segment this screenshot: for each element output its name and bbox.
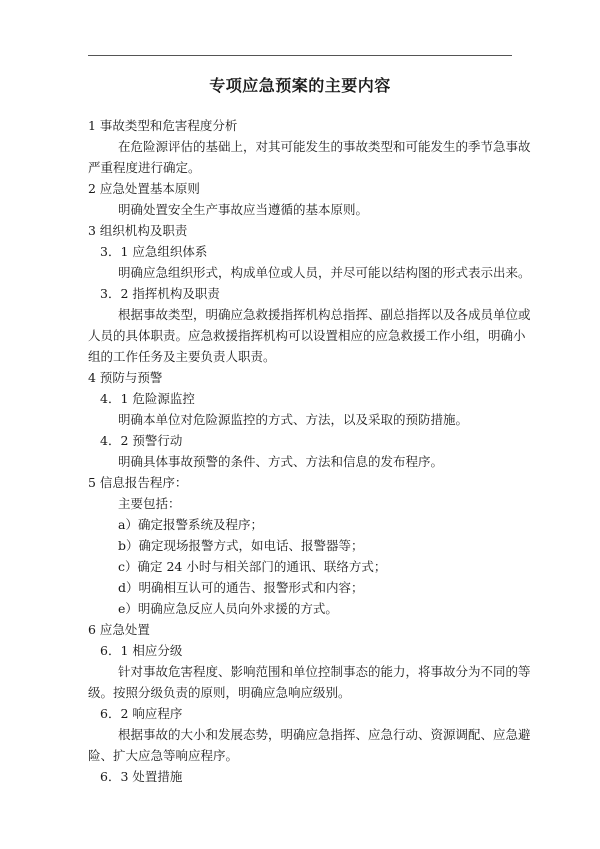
section-heading: 3 组织机构及职责 [88, 223, 188, 238]
section-heading: 1 事故类型和危害程度分析 [88, 118, 238, 133]
body-text: 明确本单位对危险源监控的方式、方法，以及采取的预防措施。 [118, 412, 469, 427]
body-text: 根据事故类型，明确应急救援指挥机构总指挥、副总指挥以及各成员单位或 [118, 307, 531, 322]
body-text: 根据事故的大小和发展态势，明确应急指挥、应急行动、资源调配、应急避 [118, 727, 531, 742]
body-text: 在危险源评估的基础上，对其可能发生的事故类型和可能发生的季节急事故 [118, 139, 531, 154]
body-text: 针对事故危害程度、影响范围和单位控制事态的能力，将事故分为不同的等 [118, 664, 531, 679]
section-heading: 4 预防与预警 [88, 370, 163, 385]
section-heading: 6 应急处置 [88, 622, 150, 637]
header-rule [88, 55, 512, 56]
subsection-heading: 6．2 响应程序 [100, 706, 183, 721]
subsection-heading: 6．3 处置措施 [100, 769, 183, 784]
body-text: 险、扩大应急等响应程序。 [88, 748, 239, 763]
body-text: 级。按照分级负责的原则，明确应急响应级别。 [88, 685, 351, 700]
body-text: 人员的具体职责。应急救援指挥机构可以设置相应的应急救援工作小组，明确小 [88, 328, 526, 343]
list-item: e）明确应急反应人员向外求援的方式。 [118, 601, 338, 616]
list-item: c）确定 24 小时与相关部门的通讯、联络方式； [118, 559, 387, 574]
body-text: 明确处置安全生产事故应当遵循的基本原则。 [118, 202, 369, 217]
body-text: 组的工作任务及主要负责人职责。 [88, 349, 276, 364]
list-item: b）确定现场报警方式，如电话、报警器等； [118, 538, 364, 553]
list-item: d）明确相互认可的通告、报警形式和内容； [118, 580, 364, 595]
body-text: 严重程度进行确定。 [88, 160, 201, 175]
subsection-heading: 4．2 预警行动 [100, 433, 183, 448]
page-title: 专项应急预案的主要内容 [209, 76, 391, 95]
body-text: 主要包括： [118, 496, 181, 511]
section-heading: 5 信息报告程序： [88, 475, 188, 490]
list-item: a）确定报警系统及程序； [118, 517, 263, 532]
section-heading: 2 应急处置基本原则 [88, 181, 200, 196]
subsection-heading: 3．1 应急组织体系 [100, 244, 208, 259]
subsection-heading: 3．2 指挥机构及职责 [100, 286, 220, 301]
body-text: 明确应急组织形式，构成单位或人员，并尽可能以结构图的形式表示出来。 [118, 265, 531, 280]
body-text: 明确具体事故预警的条件、方式、方法和信息的发布程序。 [118, 454, 444, 469]
subsection-heading: 6．1 相应分级 [100, 643, 183, 658]
subsection-heading: 4．1 危险源监控 [100, 391, 195, 406]
